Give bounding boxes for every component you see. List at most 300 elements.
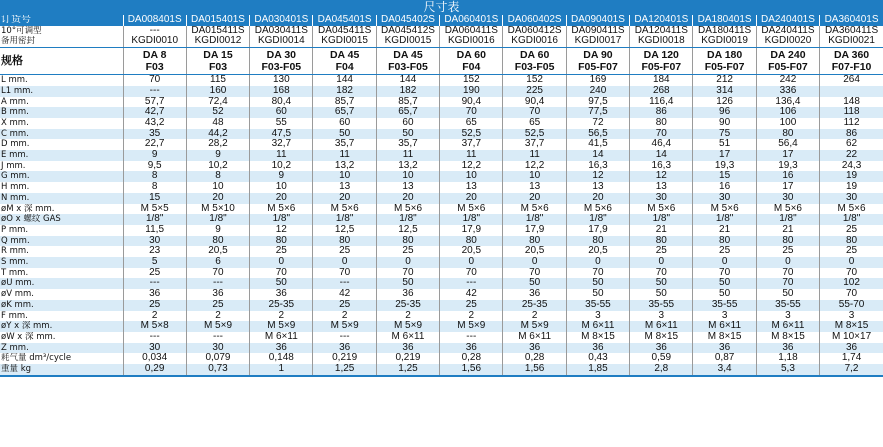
order-code-cell: DA090401S [566,15,629,26]
row-label: 耗气量 dm³/cycle [1,353,72,364]
table-cell: KGDI0021 [820,36,883,47]
table-row [0,182,883,193]
row-label: øU mm. [0,278,123,289]
table-cell: 60 [250,107,313,118]
table-cell: 12,2 [440,161,503,172]
table-cell: KGDI0014 [250,36,313,47]
table-cell: 25 [693,246,756,257]
table-cell: 1/8" [313,214,376,225]
table-cell: 35,7 [313,139,376,150]
table-cell: 0,43 [566,353,629,364]
model-cell [756,48,819,75]
order-code-cell: DA008401S [123,15,186,26]
order-code-cell: DA240401S [756,15,819,26]
model-flange: F05-F07 [641,61,682,74]
table-cell: 1/8" [756,214,819,225]
table-cell: 8 [186,171,249,182]
table-cell: 10 [376,171,439,182]
table-cell: 36 [313,343,376,354]
table-cell: 52,5 [440,129,503,140]
table-cell: 0,59 [630,353,693,364]
table-cell: M 6×11 [756,321,819,332]
table-cell: KGDI0019 [693,36,756,47]
table-cell: DA060411S [440,26,503,37]
table-cell: 0 [313,257,376,268]
table-cell: 70 [250,268,313,279]
table-cell: 35 [123,129,186,140]
model-flange: F05-F07 [578,61,618,74]
table-cell: 36 [503,289,566,300]
table-cell: 3 [566,311,629,322]
table-cell: 25 [630,246,693,257]
table-row [0,343,883,354]
table-cell: 25 [376,246,439,257]
table-cell: 1,25 [313,364,376,376]
order-code-row [0,15,883,26]
table-cell: 50 [693,278,756,289]
row-label: N mm. [0,193,123,204]
table-cell: 80 [376,236,439,247]
table-cell: 80 [566,236,629,247]
table-row [0,150,883,161]
table-cell: 77,5 [566,107,629,118]
table-cell: 182 [376,86,439,97]
row-label: øO x 螺纹 GAS [0,214,123,225]
table-cell: 65,7 [313,107,376,118]
table-cell: --- [186,332,249,343]
table-cell: 2,8 [630,364,693,376]
table-cell: 25 [820,225,883,236]
table-cell: 2 [313,311,376,322]
table-cell: 0,28 [440,353,503,364]
table-cell: 1 [250,364,313,376]
table-cell: M 5×6 [503,204,566,215]
model-cell [376,48,439,75]
table-cell: KGDI0018 [630,36,693,47]
table-row [0,364,883,376]
table-cell: 10 [440,171,503,182]
table-cell: 36 [630,343,693,354]
table-cell: 21 [630,225,693,236]
table-cell: 14 [630,150,693,161]
row-label: øK mm. [0,300,123,311]
table-row [0,26,883,37]
table-row [0,129,883,140]
table-cell: 50 [313,129,376,140]
model-name: DA 60 [456,49,486,62]
table-cell: M 5×9 [250,321,313,332]
table-cell: 80 [503,236,566,247]
model-name: DA 30 [266,49,296,62]
table-cell: M 5×8 [123,321,186,332]
table-cell: 3 [756,311,819,322]
table-cell: 7,2 [820,364,883,376]
table-cell: 12 [566,171,629,182]
row-label: D mm. [1,139,30,150]
row-label: øW x 深 mm. [1,331,56,342]
table-cell: 47,5 [250,129,313,140]
model-name: DA 60 [519,49,550,62]
model-cell [123,48,186,75]
table-cell: KGDI0012 [186,36,249,47]
table-cell: 43,2 [123,118,186,129]
row-label: A mm. [1,96,29,107]
table-cell: M 5×6 [250,204,313,215]
table-cell: 0,219 [376,353,439,364]
table-cell: 2 [123,311,186,322]
model-row [0,48,883,75]
table-cell: 70 [630,268,693,279]
table-cell: 30 [123,236,186,247]
table-cell: 35,7 [376,139,439,150]
table-cell: 80 [756,129,819,140]
table-cell: M 5×9 [440,321,503,332]
row-label: 10°可调型 [1,25,42,36]
table-cell: M 5×6 [376,204,439,215]
row-label: 重量 kg [0,364,123,376]
table-cell: 3,4 [693,364,756,376]
table-cell: 9,5 [123,161,186,172]
table-cell: 86 [630,107,693,118]
table-row [0,214,883,225]
table-cell: 100 [756,118,819,129]
order-code-cell: DA060401S [440,15,503,26]
table-cell: M 6×11 [503,332,566,343]
table-cell: 25-35 [376,300,439,311]
model-cell [186,48,249,75]
table-cell: 50 [376,129,439,140]
table-cell: 50 [566,278,629,289]
table-cell: 126 [693,97,756,108]
table-cell: 50 [566,289,629,300]
table-cell: 70 [440,107,503,118]
table-row [0,139,883,150]
table-cell: 102 [820,278,883,289]
table-cell: 152 [440,75,503,86]
table-cell: 3 [630,311,693,322]
table-cell: M 5×6 [820,204,883,215]
table-cell: 80 [440,236,503,247]
table-cell: 32,7 [250,139,313,150]
model-name: DA 240 [770,49,806,62]
table-cell: 80,4 [250,97,313,108]
table-cell: 20 [376,193,439,204]
table-cell: 13 [440,182,503,193]
table-cell: 106 [756,107,819,118]
table-cell: M 5×6 [440,204,503,215]
table-cell: 16,3 [566,161,629,172]
table-cell: 10,2 [186,161,249,172]
table-cell: 70 [820,289,883,300]
table-cell: 50 [376,278,439,289]
model-name: DA 45 [329,49,360,62]
table-cell: 20,5 [440,246,503,257]
order-code-cell: DA030401S [250,15,313,26]
table-cell: 36 [566,343,629,354]
table-cell: 20,5 [186,246,249,257]
table-cell: 36 [693,343,756,354]
table-cell: 20,5 [503,246,566,257]
table-cell: KGDI0016 [440,36,503,47]
table-cell: 16 [693,182,756,193]
table-cell: 80 [630,236,693,247]
model-name: DA 360 [833,49,870,62]
table-cell: 13 [376,182,439,193]
table-cell: 268 [630,86,693,97]
table-cell: 11 [503,150,566,161]
table-cell: 0,148 [250,353,313,364]
table-cell: 242 [756,75,819,86]
table-cell: 1/8" [693,214,756,225]
table-cell: 1,56 [503,364,566,376]
table-cell: 70 [313,268,376,279]
table-cell: 116,4 [630,97,693,108]
table-cell: 20 [313,193,376,204]
table-cell: M 5×9 [186,321,249,332]
table-cell: 50 [630,289,693,300]
order-code-cell: DA045401S [313,15,376,26]
table-cell: 144 [313,75,376,86]
table-cell: 152 [503,75,566,86]
table-cell: 17 [756,150,819,161]
table-cell: M 5×9 [313,321,376,332]
table-cell: 50 [630,278,693,289]
table-cell: 70 [630,129,693,140]
model-cell [693,48,756,75]
table-cell: 13 [566,182,629,193]
table-cell: 30 [123,343,186,354]
row-label: F mm. [1,310,28,321]
table-cell: 25 [186,300,249,311]
table-row [0,75,883,86]
table-cell: 30 [693,193,756,204]
model-cell [440,48,503,75]
table-cell: 20 [440,193,503,204]
table-cell: 55 [250,118,313,129]
table-cell: DA045412S [376,26,439,37]
table-cell: M 5×10 [186,204,249,215]
table-cell: 0,87 [693,353,756,364]
table-cell: 2 [376,311,439,322]
table-cell: M 8×15 [820,321,883,332]
table-cell: 36 [440,343,503,354]
table-cell: 16,3 [630,161,693,172]
table-cell [820,86,883,97]
table-cell: 90,4 [503,97,566,108]
table-row [0,118,883,129]
model-cell [250,48,313,75]
table-row [0,289,883,300]
table-cell: 12,2 [503,161,566,172]
table-cell: 86 [820,129,883,140]
table-cell: 41,5 [566,139,629,150]
table-cell: 65 [440,118,503,129]
table-cell: M 8×15 [566,332,629,343]
table-cell: 8 [123,171,186,182]
model-name: DA 15 [203,49,233,62]
table-cell: 80 [693,236,756,247]
model-cell [820,48,883,75]
table-cell: 36 [503,343,566,354]
table-cell: 25 [250,246,313,257]
model-name: DA 180 [707,49,743,62]
table-cell: M 5×6 [630,204,693,215]
table-cell: --- [123,278,186,289]
table-cell: KGDI0020 [756,36,819,47]
model-flange: F05-F07 [704,61,745,74]
table-cell: 130 [250,75,313,86]
table-cell: 115 [186,75,249,86]
table-cell: 1,74 [820,353,883,364]
table-cell: 70 [376,268,439,279]
table-cell: 36 [123,289,186,300]
table-cell: 42 [313,289,376,300]
table-cell: 1,25 [376,364,439,376]
table-cell: 25 [820,246,883,257]
table-row [0,236,883,247]
model-cell [630,48,693,75]
table-cell: 80 [630,118,693,129]
table-cell: M 5×9 [503,321,566,332]
table-cell: 0 [566,257,629,268]
table-cell: 190 [440,86,503,97]
table-row [0,332,883,343]
table-cell: 9 [250,171,313,182]
table-cell: 50 [250,278,313,289]
table-cell: M 6×11 [566,321,629,332]
table-cell: 80 [186,236,249,247]
row-label: Q mm. [0,236,123,247]
table-cell: 9 [186,225,249,236]
table-cell: 20 [186,193,249,204]
table-cell: DA015411S [186,26,249,37]
table-cell: 44,2 [186,129,249,140]
table-cell: 16 [756,171,819,182]
table-cell: 25 [440,300,503,311]
model-flange: F05-F07 [768,61,808,74]
row-label: S mm. [0,257,123,268]
table-cell: KGDI0015 [376,36,439,47]
table-row [0,193,883,204]
table-cell: 2 [250,311,313,322]
table-cell: 57,7 [123,97,186,108]
table-cell: 20 [503,193,566,204]
table-cell: M 8×15 [693,332,756,343]
table-cell: 5,3 [756,364,819,376]
table-cell: 70 [693,268,756,279]
table-cell: 52 [186,107,249,118]
table-cell: 75 [693,129,756,140]
order-code-cell: DA015401S [186,15,249,26]
table-cell: 50 [693,289,756,300]
model-flange: F04 [335,61,354,74]
table-cell: 17 [756,182,819,193]
table-cell: 30 [186,343,249,354]
table-cell: 46,4 [630,139,693,150]
table-cell: 9 [123,150,186,161]
table-cell: 168 [250,86,313,97]
table-cell: DA120411S [630,26,693,37]
table-cell: 23 [123,246,186,257]
table-cell: 36 [376,289,439,300]
table-cell: 70 [820,268,883,279]
dimension-table [0,15,883,377]
table-cell: 35-55 [566,300,629,311]
table-cell: 118 [820,107,883,118]
table-cell: KGDI0016 [503,36,566,47]
row-label: øM x 深 mm. [1,203,55,214]
table-cell: 1/8" [440,214,503,225]
table-row [0,225,883,236]
order-code-cell: DA120401S [630,15,693,26]
table-cell: 72,4 [186,97,249,108]
table-cell: 21 [756,225,819,236]
table-cell: 0 [250,257,313,268]
table-cell: 2 [440,311,503,322]
table-cell: 30 [756,193,819,204]
table-cell: 36 [376,343,439,354]
table-cell: 22,7 [123,139,186,150]
table-cell: 25 [123,268,186,279]
table-cell: DA240411S [756,26,819,37]
table-cell: 97,5 [566,97,629,108]
table-cell: 72 [566,118,629,129]
model-cell [313,48,376,75]
table-row [0,107,883,118]
table-cell: 56,4 [756,139,819,150]
table-row [0,204,883,215]
row-label: J mm. [1,160,26,171]
table-cell: 19,3 [693,161,756,172]
table-cell: 25 [123,300,186,311]
table-cell: 60 [313,118,376,129]
table-cell: 1/8" [376,214,439,225]
table-cell: DA060412S [503,26,566,37]
table-cell: 30 [630,193,693,204]
table-cell: DA090411S [566,26,629,37]
model-flange: F03-F05 [388,61,428,74]
table-cell: --- [313,278,376,289]
table-cell: 1,85 [566,364,629,376]
table-cell: 0,29 [123,364,186,376]
table-cell: 80 [820,236,883,247]
table-cell: 48 [186,118,249,129]
table-cell: 19,3 [756,161,819,172]
table-cell: 136,4 [756,97,819,108]
table-cell: 70 [186,268,249,279]
table-cell: 0,73 [186,364,249,376]
table-cell: 112 [820,118,883,129]
table-cell: 12 [250,225,313,236]
table-cell: 25 [756,246,819,257]
table-cell: 42 [440,289,503,300]
model-cell [566,48,629,75]
table-cell: 36 [820,343,883,354]
table-cell: 21 [693,225,756,236]
table-cell: 35-55 [693,300,756,311]
table-cell: --- [123,86,186,97]
table-cell: 13 [313,182,376,193]
table-cell: 0,079 [186,353,249,364]
table-cell: 70 [503,268,566,279]
table-cell: 184 [630,75,693,86]
table-cell: 62 [820,139,883,150]
table-cell: 240 [566,86,629,97]
table-cell: 36 [250,343,313,354]
table-row [0,86,883,97]
table-cell: 0 [820,257,883,268]
table-cell: 22 [820,150,883,161]
